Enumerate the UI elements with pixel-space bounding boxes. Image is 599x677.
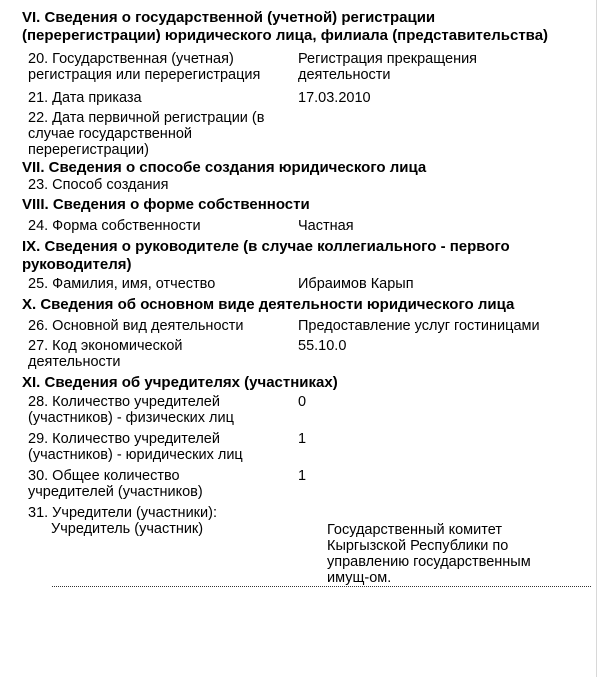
field-22-label-line2: случае государственной — [28, 126, 192, 142]
field-22-label-line1: 22. Дата первичной регистрации (в — [28, 110, 265, 126]
founder-value-line3: управлению государственным — [327, 554, 531, 570]
field-28-label-line1: 28. Количество учредителей — [28, 394, 220, 410]
founder-value-line4: имущ-ом. — [327, 570, 392, 586]
field-30-label-line2: учредителей (участников) — [28, 484, 203, 500]
right-border — [596, 0, 597, 677]
field-30-value: 1 — [298, 468, 307, 484]
field-20-value-line1: Регистрация прекращения — [298, 51, 478, 67]
section-11-title: XI. Сведения об учредителях (участниках) — [22, 374, 338, 391]
founder-value-line1: Государственный комитет — [327, 522, 502, 538]
field-27-label-line1: 27. Код экономической — [28, 338, 183, 354]
field-27-value: 55.10.0 — [298, 338, 347, 354]
section-8-title: VIII. Сведения о форме собственности — [22, 196, 310, 213]
field-21-label: 21. Дата приказа — [28, 90, 142, 106]
field-24-value: Частная — [298, 218, 354, 234]
dotted-divider — [52, 586, 591, 587]
field-26-label: 26. Основной вид деятельности — [28, 318, 244, 334]
section-6-title-line2: (перерегистрации) юридического лица, филиала (представительства) — [22, 27, 549, 44]
field-21-value: 17.03.2010 — [298, 90, 371, 106]
section-9-title-line1: IX. Сведения о руководителе (в случае коллегиального - первого — [22, 238, 510, 255]
section-10-title: X. Сведения об основном виде деятельности юридического лица — [22, 296, 515, 313]
field-20-label-line1: 20. Государственная (учетная) — [28, 51, 234, 67]
founder-label: Учредитель (участник) — [51, 521, 204, 537]
field-25-label: 25. Фамилия, имя, отчество — [28, 276, 216, 292]
field-29-label-line1: 29. Количество учредителей — [28, 431, 220, 447]
founder-value-line2: Кыргызской Республики по — [327, 538, 509, 554]
section-7-title: VII. Сведения о способе создания юридического лица — [22, 159, 427, 176]
field-20-value-line2: деятельности — [298, 67, 391, 83]
field-20-label-line2: регистрация или перерегистрация — [28, 67, 261, 83]
section-9-title-line2: руководителя) — [22, 256, 132, 273]
section-6-title-line1: VI. Сведения о государственной (учетной) регистрации — [22, 9, 436, 26]
field-27-label-line2: деятельности — [28, 354, 121, 370]
field-31-label: 31. Учредители (участники): — [28, 505, 217, 521]
field-23-label: 23. Способ создания — [28, 177, 169, 193]
field-26-value: Предоставление услуг гостиницами — [298, 318, 540, 334]
field-28-label-line2: (участников) - физических лиц — [28, 410, 234, 426]
field-29-value: 1 — [298, 431, 307, 447]
field-29-label-line2: (участников) - юридических лиц — [28, 447, 243, 463]
field-30-label-line1: 30. Общее количество — [28, 468, 180, 484]
field-22-label-line3: перерегистрации) — [28, 142, 149, 158]
field-25-value: Ибраимов Карып — [298, 276, 414, 292]
field-28-value: 0 — [298, 394, 307, 410]
field-24-label: 24. Форма собственности — [28, 218, 201, 234]
